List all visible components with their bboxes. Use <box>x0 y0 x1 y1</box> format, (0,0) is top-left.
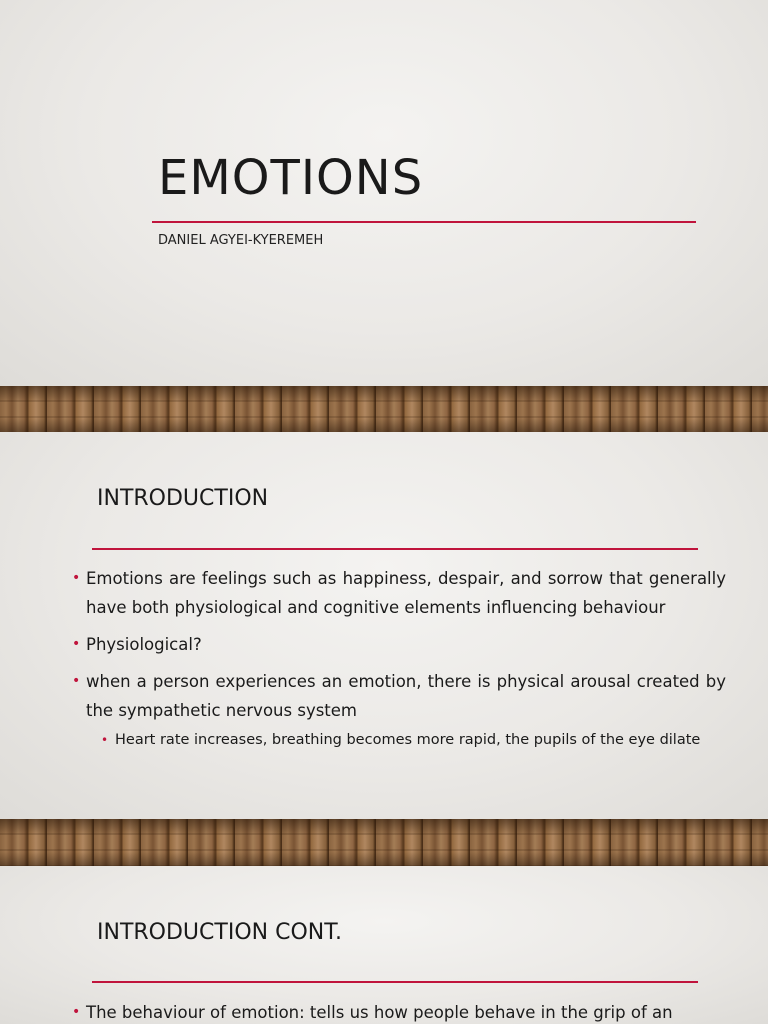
wood-floor-divider <box>0 819 768 866</box>
heading-divider <box>92 981 698 983</box>
author-name: DANIEL AGYEI-KYEREMEH <box>158 233 324 248</box>
bullet-item: • The behaviour of emotion: tells us how people behave in the grip of an <box>72 998 726 1024</box>
slide-heading: INTRODUCTION CONT. <box>97 920 343 945</box>
slide-title-text: EMOTIONS <box>158 150 424 206</box>
bullet-list <box>72 564 726 759</box>
slide-introduction <box>0 432 768 819</box>
wood-floor-divider <box>0 386 768 432</box>
bullet-item: • when a person experiences an emotion, there is physical arousal created by the sympathetic nervous system <box>72 667 726 725</box>
slide-heading: INTRODUCTION <box>97 486 269 511</box>
bullet-list <box>72 998 726 1024</box>
slide-title <box>0 0 768 386</box>
bullet-item: • Physiological? <box>72 630 726 659</box>
slide-introduction-cont <box>0 866 768 1024</box>
heading-divider <box>92 548 698 550</box>
sub-bullet-item: • Heart rate increases, breathing becomes more rapid, the pupils of the eye dilate <box>101 729 726 751</box>
bullet-item: • Emotions are feelings such as happiness, despair, and sorrow that generally have both physiological and cognitive elements influencing behaviour <box>72 564 726 622</box>
title-divider <box>152 221 696 223</box>
